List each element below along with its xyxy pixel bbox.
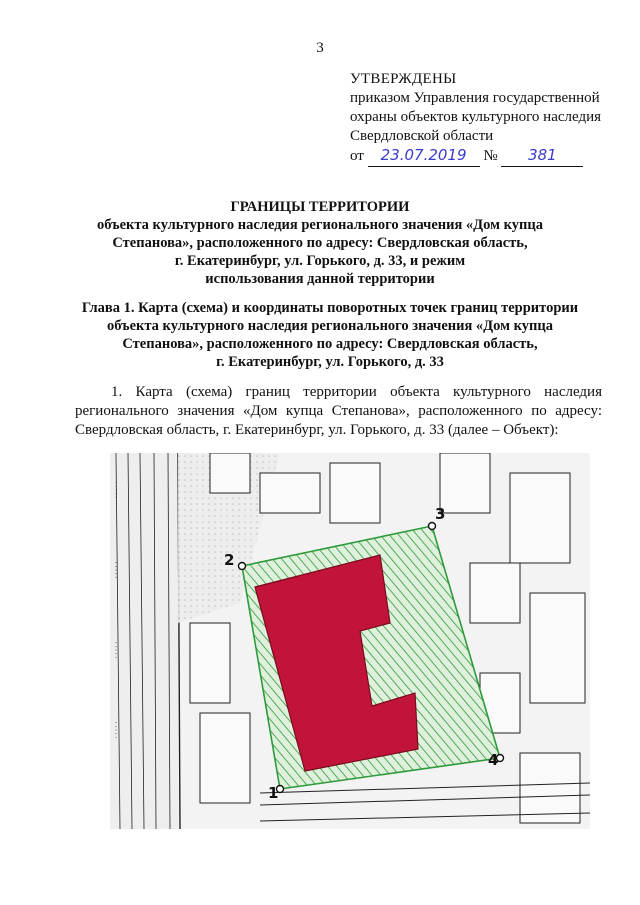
territory-map xyxy=(110,453,590,829)
title-line-2: объекта культурного наследия регионального значения «Дом купца xyxy=(96,217,543,233)
chapter-line-4: г. Екатеринбург, ул. Горького, д. 33 xyxy=(216,354,444,370)
title-line-5: использования данной территории xyxy=(205,271,435,287)
chapter-line-1: Глава 1. Карта (схема) и координаты поворотных точек границ территории xyxy=(81,300,579,316)
title-line-1: ГРАНИЦЫ ТЕРРИТОРИИ xyxy=(230,199,410,215)
date-prefix: от xyxy=(350,148,364,164)
map-drawing xyxy=(110,453,590,829)
chapter-heading xyxy=(70,299,590,371)
svg-text:·····: ····· xyxy=(113,640,120,659)
point-label-4: 4 xyxy=(488,751,499,769)
approval-line-1: приказом Управления государственной xyxy=(350,90,600,106)
title-line-3: Степанова», расположенного по адресу: Свердловская область, xyxy=(112,235,528,251)
title-line-4: г. Екатеринбург, ул. Горького, д. 33, и режим xyxy=(174,253,466,269)
svg-text:·····: ····· xyxy=(113,560,120,579)
order-number-value: 381 xyxy=(528,146,557,164)
turning-point-3 xyxy=(429,523,436,530)
paragraph-1: 1. Карта (схема) границ территории объекта культурного наследия регионального значения «Дом купца Степанова», расположенного по адресу: Свердловская область, г. Екатеринбург, ул. Горького, д. 33 (далее – Объект): xyxy=(75,384,602,438)
date-value: 23.07.2019 xyxy=(380,146,467,164)
approval-block xyxy=(350,70,630,167)
approval-line-3: Свердловской области xyxy=(350,128,494,144)
point-label-2: 2 xyxy=(224,551,235,569)
point-label-3: 3 xyxy=(435,505,446,523)
chapter-line-2: объекта культурного наследия регионального значения «Дом купца xyxy=(106,318,553,334)
page-number: 3 xyxy=(316,40,324,56)
svg-text:·····: ····· xyxy=(113,720,120,739)
left-street-strip xyxy=(110,453,178,829)
svg-text:·····: ····· xyxy=(113,480,120,499)
approval-date-line xyxy=(350,146,630,167)
turning-point-2 xyxy=(239,563,246,570)
chapter-line-3: Степанова», расположенного по адресу: Свердловская область, xyxy=(122,336,538,352)
approval-line-2: охраны объектов культурного наследия xyxy=(350,109,602,125)
approval-heading: УТВЕРЖДЕНЫ xyxy=(350,71,457,87)
document-title xyxy=(60,198,580,288)
point-label-1: 1 xyxy=(268,784,279,802)
number-prefix: № xyxy=(483,148,498,164)
